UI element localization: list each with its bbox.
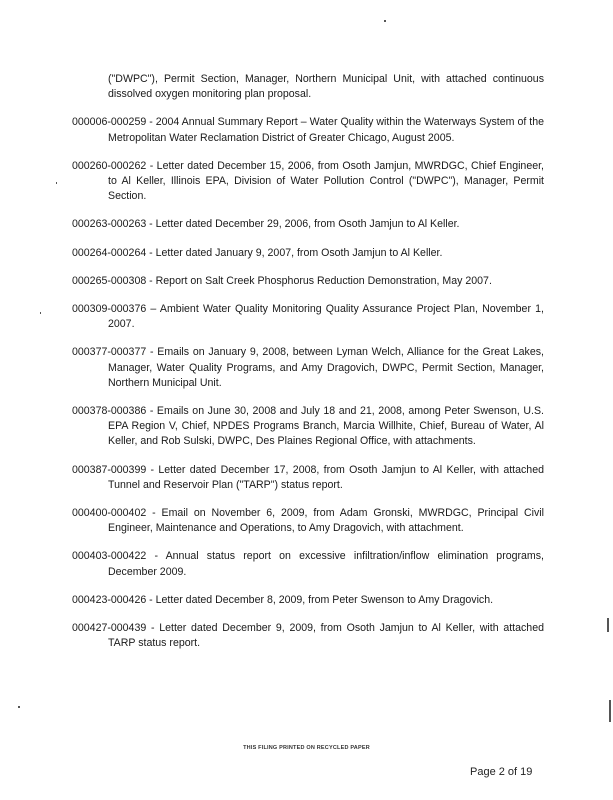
scan-speck xyxy=(609,700,611,722)
list-item: 000387-000399 - Letter dated December 17, 2008, from Osoth Jamjun to Al Keller, with attached Tunnel and Reservoir Plan ("TARP") status report. xyxy=(72,463,544,491)
scan-speck xyxy=(40,312,41,314)
list-item: 000260-000262 - Letter dated December 15, 2006, from Osoth Jamjun, MWRDGC, Chief Engineer, to Al Keller, Illinois EPA, Division of Water Pollution Control ("DWPC"), Manager, Permit Section. xyxy=(72,159,544,203)
list-item: 000265-000308 - Report on Salt Creek Phosphorus Reduction Demonstration, May 2007. xyxy=(72,274,492,287)
page-number: Page 2 of 19 xyxy=(470,766,533,778)
list-item: 000264-000264 - Letter dated January 9, 2007, from Osoth Jamjun to Al Keller. xyxy=(72,246,443,259)
list-item: 000403-000422 - Annual status report on excessive infiltration/inflow elimination programs, December 2009. xyxy=(72,550,544,578)
scan-speck xyxy=(384,20,386,22)
exhibit-list xyxy=(72,72,544,664)
list-item: 000263-000263 - Letter dated December 29, 2006, from Osoth Jamjun to Al Keller. xyxy=(72,218,460,231)
scan-speck xyxy=(607,618,609,632)
scan-speck xyxy=(56,182,57,184)
list-item: ("DWPC"), Permit Section, Manager, Northern Municipal Unit, with attached continuous dissolved oxygen monitoring plan proposal. xyxy=(108,73,544,101)
list-item: 000309-000376 – Ambient Water Quality Monitoring Quality Assurance Project Plan, November 1, 2007. xyxy=(72,303,544,331)
list-item: 000400-000402 - Email on November 6, 2009, from Adam Gronski, MWRDGC, Principal Civil Engineer, Maintenance and Operations, to Amy Dragovich, with attachment. xyxy=(72,507,544,535)
list-item: 000006-000259 - 2004 Annual Summary Report – Water Quality within the Waterways System of the Metropolitan Water Reclamation District of Greater Chicago, August 2005. xyxy=(72,116,544,144)
list-item: 000427-000439 - Letter dated December 9, 2009, from Osoth Jamjun to Al Keller, with attached TARP status report. xyxy=(72,622,544,650)
list-item: 000378-000386 - Emails on June 30, 2008 and July 18 and 21, 2008, among Peter Swenson, U.S. EPA Region V, Chief, NPDES Programs Branch, Marcia Willhite, Chief, Bureau of Water, Al Keller, and Rob Sulski, DWPC, Des Plaines Regional Office, with attachments. xyxy=(72,405,544,448)
scan-speck xyxy=(18,706,20,708)
list-item: 000423-000426 - Letter dated December 8, 2009, from Peter Swenson to Amy Dragovich. xyxy=(72,593,494,606)
recycled-paper-note: THIS FILING PRINTED ON RECYCLED PAPER xyxy=(243,745,370,751)
list-item: 000377-000377 - Emails on January 9, 2008, between Lyman Welch, Alliance for the Great Lakes, Manager, Water Quality Programs, and Amy Dragovich, DWPC, Permit Section, Manager, Northern Municipal Unit. xyxy=(72,346,544,389)
